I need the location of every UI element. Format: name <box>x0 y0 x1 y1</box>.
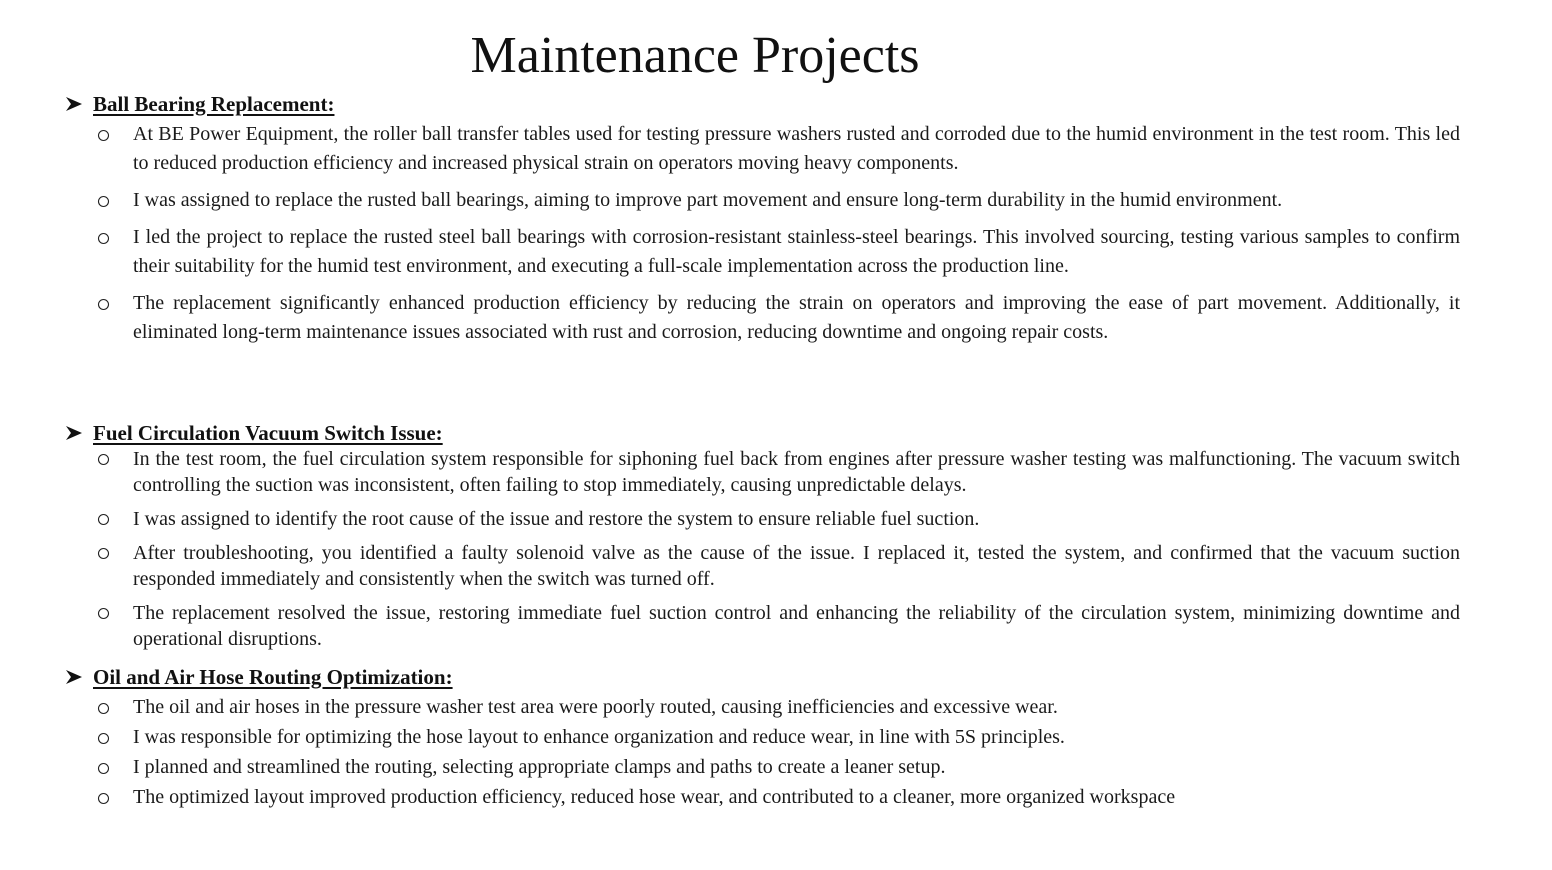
hollow-circle-bullet-icon <box>97 232 110 245</box>
list-item <box>64 753 1460 782</box>
item-text: The replacement significantly enhanced production efficiency by reducing the strain on operators and improving the ease of part movement. Additionally, it eliminated long-term maintenance issues associated with rust and corrosion, reducing downtime and ongoing repair costs. <box>133 292 1460 343</box>
arrowhead-bullet-icon <box>64 423 86 443</box>
item-text: I was assigned to identify the root cause of the issue and restore the system to ensure reliable fuel suction. <box>133 508 980 530</box>
hollow-circle-bullet-icon <box>97 513 110 526</box>
list-item <box>64 223 1460 281</box>
list-item <box>64 723 1460 752</box>
section-heading: Oil and Air Hose Routing Optimization: <box>93 664 453 689</box>
section-header <box>64 91 1460 117</box>
item-text: I led the project to replace the rusted steel ball bearings with corrosion-resistant stainless-steel bearings. This involved sourcing, testing various samples to confirm their suitability for the humid test environment, and executing a full-scale implementation across the production line. <box>133 226 1460 277</box>
section-header <box>64 664 1460 690</box>
page-title: Maintenance Projects <box>470 27 920 84</box>
list-item <box>64 186 1460 215</box>
hollow-circle-bullet-icon <box>97 732 110 745</box>
hollow-circle-bullet-icon <box>97 298 110 311</box>
item-text: The oil and air hoses in the pressure washer test area were poorly routed, causing inefficiencies and excessive wear. <box>133 696 1058 718</box>
item-list <box>64 446 1460 652</box>
section-fuel-circulation-vacuum-switch-issue <box>64 420 1460 652</box>
section-ball-bearing-replacement <box>64 91 1460 347</box>
item-text: The optimized layout improved production efficiency, reduced hose wear, and contributed to a cleaner, more organized workspace <box>133 786 1176 808</box>
section-heading: Fuel Circulation Vacuum Switch Issue: <box>93 420 443 445</box>
item-list <box>64 693 1460 812</box>
list-item <box>64 289 1460 347</box>
list-item <box>64 540 1460 592</box>
arrowhead-bullet-icon <box>64 94 86 114</box>
hollow-circle-bullet-icon <box>97 547 110 560</box>
section-heading: Ball Bearing Replacement: <box>93 91 335 116</box>
hollow-circle-bullet-icon <box>97 195 110 208</box>
hollow-circle-bullet-icon <box>97 762 110 775</box>
list-item <box>64 693 1460 722</box>
arrowhead-bullet-icon <box>64 667 86 687</box>
list-item <box>64 783 1460 812</box>
hollow-circle-bullet-icon <box>97 607 110 620</box>
item-list <box>64 120 1460 347</box>
item-text: At BE Power Equipment, the roller ball transfer tables used for testing pressure washers rusted and corroded due to the humid environment in the test room. This led to reduced production efficiency and increased physical strain on operators moving heavy components. <box>133 123 1460 174</box>
item-text: I was responsible for optimizing the hose layout to enhance organization and reduce wear, in line with 5S principles. <box>133 726 1065 748</box>
item-text: After troubleshooting, you identified a faulty solenoid valve as the cause of the issue. I replaced it, tested the system, and confirmed that the vacuum suction responded immediately and consistently when the switch was turned off. <box>133 542 1460 590</box>
hollow-circle-bullet-icon <box>97 453 110 466</box>
item-text: I planned and streamlined the routing, selecting appropriate clamps and paths to create a leaner setup. <box>133 756 946 778</box>
section-header <box>64 420 1460 446</box>
item-text: In the test room, the fuel circulation system responsible for siphoning fuel back from engines after pressure washer testing was malfunctioning. The vacuum switch controlling the suction was inconsistent, often failing to stop immediately, causing unpredictable delays. <box>133 448 1460 496</box>
list-item <box>64 600 1460 652</box>
hollow-circle-bullet-icon <box>97 702 110 715</box>
list-item <box>64 120 1460 178</box>
hollow-circle-bullet-icon <box>97 792 110 805</box>
hollow-circle-bullet-icon <box>97 129 110 142</box>
list-item <box>64 446 1460 498</box>
item-text: The replacement resolved the issue, restoring immediate fuel suction control and enhancing the reliability of the circulation system, minimizing downtime and operational disruptions. <box>133 602 1460 650</box>
section-oil-and-air-hose-routing-optimization <box>64 664 1460 812</box>
list-item <box>64 506 1460 532</box>
item-text: I was assigned to replace the rusted ball bearings, aiming to improve part movement and ensure long-term durability in the humid environment. <box>133 189 1283 211</box>
